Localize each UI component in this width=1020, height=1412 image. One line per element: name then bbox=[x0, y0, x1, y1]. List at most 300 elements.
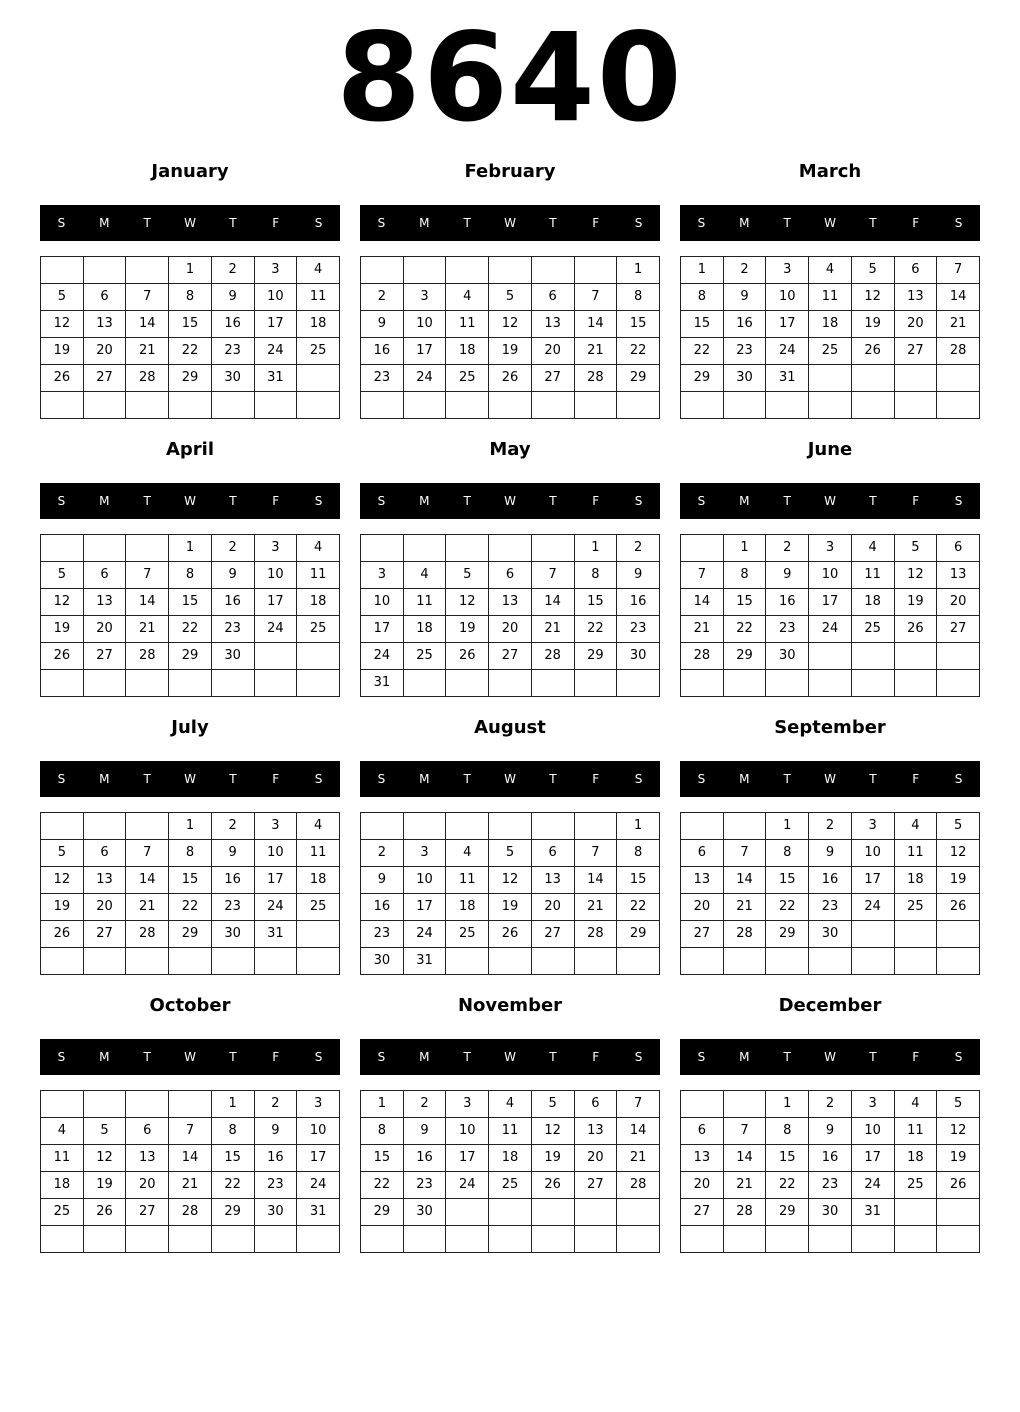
day-cell: 21 bbox=[617, 1145, 660, 1172]
day-cell: 1 bbox=[766, 813, 809, 840]
day-cell bbox=[851, 392, 894, 419]
day-cell bbox=[489, 670, 532, 697]
day-cell: 26 bbox=[489, 921, 532, 948]
weekday-label: W bbox=[824, 494, 836, 508]
week-row bbox=[361, 1199, 660, 1226]
week-row bbox=[681, 670, 980, 697]
week-row bbox=[681, 257, 980, 284]
month-name: October bbox=[149, 995, 231, 1016]
day-cell: 19 bbox=[41, 894, 84, 921]
day-cell: 20 bbox=[531, 894, 574, 921]
weekday-label: F bbox=[272, 216, 280, 230]
day-cell: 12 bbox=[489, 311, 532, 338]
weekday-label: F bbox=[912, 1050, 920, 1064]
day-cell: 21 bbox=[126, 616, 169, 643]
day-cell: 8 bbox=[169, 284, 212, 311]
day-cell: 10 bbox=[809, 562, 852, 589]
day-cell: 23 bbox=[361, 921, 404, 948]
weekday-header bbox=[40, 761, 340, 797]
weekday-label: M bbox=[739, 1050, 750, 1064]
day-cell: 17 bbox=[446, 1145, 489, 1172]
day-cell: 2 bbox=[361, 840, 404, 867]
day-cell: 9 bbox=[254, 1118, 297, 1145]
day-cell bbox=[211, 948, 254, 975]
day-cell: 21 bbox=[723, 1172, 766, 1199]
day-cell: 28 bbox=[126, 365, 169, 392]
month-name: May bbox=[489, 439, 531, 460]
day-cell: 7 bbox=[937, 257, 980, 284]
weekday-label: T bbox=[783, 216, 791, 230]
day-cell bbox=[531, 1226, 574, 1253]
day-cell: 30 bbox=[211, 921, 254, 948]
day-cell: 11 bbox=[894, 840, 937, 867]
day-cell: 9 bbox=[211, 284, 254, 311]
day-cell bbox=[297, 643, 340, 670]
week-row bbox=[361, 535, 660, 562]
day-cell: 12 bbox=[851, 284, 894, 311]
day-cell: 20 bbox=[83, 338, 126, 365]
day-cell: 30 bbox=[766, 643, 809, 670]
weekday-label: S bbox=[377, 1050, 386, 1064]
week-row bbox=[361, 1145, 660, 1172]
day-cell: 7 bbox=[681, 562, 724, 589]
week-row bbox=[361, 589, 660, 616]
day-cell: 29 bbox=[617, 921, 660, 948]
week-row bbox=[681, 1145, 980, 1172]
weekday-label: W bbox=[504, 772, 516, 786]
week-row bbox=[681, 1091, 980, 1118]
day-cell: 15 bbox=[617, 867, 660, 894]
day-cell: 10 bbox=[254, 840, 297, 867]
day-cell: 10 bbox=[766, 284, 809, 311]
weekday-label: W bbox=[504, 494, 516, 508]
day-cell: 25 bbox=[403, 643, 446, 670]
day-cell: 26 bbox=[446, 643, 489, 670]
month-name: February bbox=[464, 161, 556, 182]
day-cell: 14 bbox=[681, 589, 724, 616]
day-cell: 13 bbox=[937, 562, 980, 589]
day-cell bbox=[126, 1091, 169, 1118]
weekday-label: S bbox=[314, 1050, 323, 1064]
day-cell: 16 bbox=[809, 867, 852, 894]
day-cell: 23 bbox=[617, 616, 660, 643]
day-cell bbox=[894, 1226, 937, 1253]
day-cell bbox=[681, 670, 724, 697]
weekday-label: M bbox=[419, 1050, 430, 1064]
day-cell: 27 bbox=[894, 338, 937, 365]
month-name: December bbox=[778, 995, 882, 1016]
week-row bbox=[361, 1172, 660, 1199]
day-cell: 2 bbox=[617, 535, 660, 562]
day-cell: 20 bbox=[531, 338, 574, 365]
day-grid bbox=[680, 1090, 980, 1253]
day-cell bbox=[403, 813, 446, 840]
day-cell: 25 bbox=[894, 894, 937, 921]
day-cell bbox=[211, 670, 254, 697]
weekday-label: S bbox=[314, 216, 323, 230]
day-cell bbox=[937, 1199, 980, 1226]
weekday-label: W bbox=[504, 216, 516, 230]
day-cell: 30 bbox=[254, 1199, 297, 1226]
day-cell: 3 bbox=[851, 813, 894, 840]
day-cell: 17 bbox=[403, 894, 446, 921]
day-cell: 1 bbox=[617, 257, 660, 284]
day-cell bbox=[937, 670, 980, 697]
day-cell: 18 bbox=[297, 311, 340, 338]
day-cell: 3 bbox=[254, 813, 297, 840]
day-cell: 6 bbox=[574, 1091, 617, 1118]
day-cell: 24 bbox=[403, 365, 446, 392]
weekday-label: T bbox=[549, 772, 557, 786]
day-cell bbox=[446, 535, 489, 562]
month-name: September bbox=[774, 717, 886, 738]
day-cell: 5 bbox=[531, 1091, 574, 1118]
day-cell: 17 bbox=[766, 311, 809, 338]
day-cell: 23 bbox=[723, 338, 766, 365]
day-cell: 22 bbox=[169, 338, 212, 365]
day-cell: 29 bbox=[574, 643, 617, 670]
day-grid bbox=[40, 1090, 340, 1253]
day-cell: 10 bbox=[403, 311, 446, 338]
day-cell: 29 bbox=[723, 643, 766, 670]
day-cell bbox=[766, 1226, 809, 1253]
day-cell bbox=[809, 1226, 852, 1253]
day-cell bbox=[681, 1091, 724, 1118]
day-cell: 29 bbox=[766, 1199, 809, 1226]
day-cell: 13 bbox=[83, 589, 126, 616]
day-cell: 11 bbox=[403, 589, 446, 616]
weekday-label: M bbox=[99, 1050, 110, 1064]
day-cell: 23 bbox=[403, 1172, 446, 1199]
day-cell: 9 bbox=[723, 284, 766, 311]
day-cell bbox=[361, 813, 404, 840]
week-row bbox=[41, 392, 340, 419]
day-cell: 15 bbox=[723, 589, 766, 616]
day-cell bbox=[574, 257, 617, 284]
day-cell: 1 bbox=[723, 535, 766, 562]
day-cell: 23 bbox=[809, 894, 852, 921]
day-cell bbox=[723, 813, 766, 840]
weekday-label: T bbox=[229, 494, 237, 508]
weekday-header bbox=[360, 483, 660, 519]
weekday-label: S bbox=[57, 772, 66, 786]
day-cell: 25 bbox=[809, 338, 852, 365]
weekday-label: F bbox=[592, 772, 600, 786]
day-cell: 6 bbox=[937, 535, 980, 562]
week-row bbox=[361, 616, 660, 643]
day-cell: 15 bbox=[169, 867, 212, 894]
day-cell bbox=[766, 948, 809, 975]
day-cell: 24 bbox=[297, 1172, 340, 1199]
day-cell: 10 bbox=[254, 284, 297, 311]
day-cell: 26 bbox=[83, 1199, 126, 1226]
day-cell: 24 bbox=[766, 338, 809, 365]
day-cell: 11 bbox=[297, 562, 340, 589]
day-cell: 7 bbox=[126, 284, 169, 311]
weekday-label: W bbox=[824, 1050, 836, 1064]
day-cell: 20 bbox=[681, 1172, 724, 1199]
weekday-label: S bbox=[634, 1050, 643, 1064]
day-cell: 3 bbox=[254, 257, 297, 284]
day-cell bbox=[403, 1226, 446, 1253]
day-cell: 4 bbox=[41, 1118, 84, 1145]
day-cell bbox=[574, 392, 617, 419]
day-grid bbox=[40, 812, 340, 975]
day-cell: 21 bbox=[126, 338, 169, 365]
weekday-label: M bbox=[99, 216, 110, 230]
day-cell: 26 bbox=[41, 921, 84, 948]
day-cell: 28 bbox=[617, 1172, 660, 1199]
day-cell: 17 bbox=[851, 1145, 894, 1172]
day-cell bbox=[126, 257, 169, 284]
day-cell: 3 bbox=[361, 562, 404, 589]
day-cell: 18 bbox=[297, 589, 340, 616]
day-cell: 3 bbox=[254, 535, 297, 562]
day-cell bbox=[766, 392, 809, 419]
day-cell: 27 bbox=[83, 921, 126, 948]
day-cell: 26 bbox=[894, 616, 937, 643]
day-cell: 11 bbox=[894, 1118, 937, 1145]
day-cell: 10 bbox=[851, 1118, 894, 1145]
day-cell bbox=[894, 1199, 937, 1226]
day-cell: 22 bbox=[617, 338, 660, 365]
day-cell: 21 bbox=[723, 894, 766, 921]
day-cell: 25 bbox=[297, 894, 340, 921]
week-row bbox=[361, 257, 660, 284]
day-cell: 11 bbox=[851, 562, 894, 589]
day-cell: 19 bbox=[489, 338, 532, 365]
week-row bbox=[41, 867, 340, 894]
week-row bbox=[41, 589, 340, 616]
day-cell: 1 bbox=[361, 1091, 404, 1118]
day-cell bbox=[446, 1199, 489, 1226]
week-row bbox=[361, 284, 660, 311]
day-cell: 27 bbox=[126, 1199, 169, 1226]
day-cell: 5 bbox=[937, 1091, 980, 1118]
weekday-header bbox=[360, 761, 660, 797]
month-name: November bbox=[457, 995, 563, 1016]
week-row bbox=[361, 311, 660, 338]
day-cell: 21 bbox=[574, 338, 617, 365]
week-row bbox=[41, 1172, 340, 1199]
day-cell: 11 bbox=[446, 867, 489, 894]
day-cell: 2 bbox=[254, 1091, 297, 1118]
day-cell: 30 bbox=[723, 365, 766, 392]
weekday-label: S bbox=[314, 772, 323, 786]
day-cell: 16 bbox=[723, 311, 766, 338]
weekday-label: S bbox=[377, 216, 386, 230]
day-cell: 6 bbox=[489, 562, 532, 589]
day-cell: 27 bbox=[83, 365, 126, 392]
day-cell bbox=[446, 1226, 489, 1253]
day-cell: 15 bbox=[361, 1145, 404, 1172]
day-cell: 9 bbox=[211, 840, 254, 867]
week-row bbox=[361, 948, 660, 975]
day-cell bbox=[531, 813, 574, 840]
day-cell: 6 bbox=[83, 562, 126, 589]
weekday-label: W bbox=[824, 216, 836, 230]
day-cell: 25 bbox=[446, 365, 489, 392]
day-cell bbox=[809, 670, 852, 697]
day-cell bbox=[126, 392, 169, 419]
day-cell: 20 bbox=[83, 894, 126, 921]
day-cell: 26 bbox=[851, 338, 894, 365]
day-cell: 14 bbox=[617, 1118, 660, 1145]
day-cell: 17 bbox=[809, 589, 852, 616]
day-cell: 14 bbox=[531, 589, 574, 616]
weekday-label: T bbox=[869, 216, 877, 230]
day-cell bbox=[894, 921, 937, 948]
day-cell: 23 bbox=[254, 1172, 297, 1199]
day-cell: 12 bbox=[41, 311, 84, 338]
day-cell: 16 bbox=[254, 1145, 297, 1172]
day-cell: 30 bbox=[403, 1199, 446, 1226]
day-cell bbox=[83, 813, 126, 840]
day-cell: 15 bbox=[169, 589, 212, 616]
day-cell: 1 bbox=[169, 257, 212, 284]
week-row bbox=[361, 894, 660, 921]
day-cell: 1 bbox=[574, 535, 617, 562]
day-cell: 21 bbox=[574, 894, 617, 921]
day-cell: 25 bbox=[851, 616, 894, 643]
day-cell bbox=[489, 1226, 532, 1253]
weekday-label: S bbox=[634, 216, 643, 230]
day-cell: 28 bbox=[574, 921, 617, 948]
week-row bbox=[361, 813, 660, 840]
day-cell: 31 bbox=[297, 1199, 340, 1226]
day-cell: 30 bbox=[809, 921, 852, 948]
day-cell: 17 bbox=[297, 1145, 340, 1172]
day-cell: 1 bbox=[681, 257, 724, 284]
week-row bbox=[681, 284, 980, 311]
day-grid bbox=[40, 256, 340, 419]
day-cell: 1 bbox=[169, 813, 212, 840]
day-cell: 30 bbox=[361, 948, 404, 975]
week-row bbox=[41, 1226, 340, 1253]
day-cell: 24 bbox=[809, 616, 852, 643]
day-cell: 19 bbox=[894, 589, 937, 616]
weekday-label: M bbox=[739, 772, 750, 786]
day-cell: 22 bbox=[617, 894, 660, 921]
day-cell: 11 bbox=[489, 1118, 532, 1145]
day-cell: 10 bbox=[851, 840, 894, 867]
day-cell bbox=[403, 392, 446, 419]
day-cell: 26 bbox=[41, 365, 84, 392]
day-cell: 12 bbox=[531, 1118, 574, 1145]
weekday-label: F bbox=[592, 216, 600, 230]
day-cell: 29 bbox=[169, 365, 212, 392]
day-cell bbox=[531, 535, 574, 562]
day-cell: 25 bbox=[446, 921, 489, 948]
week-row bbox=[681, 365, 980, 392]
day-cell: 31 bbox=[361, 670, 404, 697]
day-cell: 19 bbox=[489, 894, 532, 921]
day-cell bbox=[574, 670, 617, 697]
day-cell bbox=[41, 257, 84, 284]
day-cell: 23 bbox=[766, 616, 809, 643]
weekday-label: F bbox=[912, 772, 920, 786]
weekday-header bbox=[680, 205, 980, 241]
day-cell: 19 bbox=[83, 1172, 126, 1199]
day-cell: 18 bbox=[489, 1145, 532, 1172]
day-cell bbox=[83, 1226, 126, 1253]
month-name: April bbox=[165, 439, 215, 460]
day-cell: 13 bbox=[681, 1145, 724, 1172]
day-cell: 10 bbox=[297, 1118, 340, 1145]
month-name: January bbox=[151, 161, 229, 182]
day-cell bbox=[403, 535, 446, 562]
day-cell bbox=[681, 948, 724, 975]
day-cell bbox=[851, 670, 894, 697]
weekday-header bbox=[40, 205, 340, 241]
day-cell bbox=[254, 643, 297, 670]
day-cell bbox=[851, 921, 894, 948]
day-cell bbox=[41, 1226, 84, 1253]
day-cell: 17 bbox=[254, 589, 297, 616]
day-cell bbox=[297, 921, 340, 948]
day-cell bbox=[254, 670, 297, 697]
day-cell: 15 bbox=[169, 311, 212, 338]
day-cell: 3 bbox=[809, 535, 852, 562]
day-cell: 9 bbox=[809, 840, 852, 867]
day-cell: 2 bbox=[211, 535, 254, 562]
day-cell: 7 bbox=[617, 1091, 660, 1118]
week-row bbox=[681, 311, 980, 338]
day-cell: 28 bbox=[126, 921, 169, 948]
day-cell: 31 bbox=[254, 365, 297, 392]
week-row bbox=[681, 562, 980, 589]
day-cell bbox=[681, 813, 724, 840]
day-cell bbox=[489, 535, 532, 562]
day-cell: 5 bbox=[41, 840, 84, 867]
week-row bbox=[361, 1118, 660, 1145]
day-cell: 4 bbox=[297, 257, 340, 284]
weekday-label: M bbox=[739, 216, 750, 230]
day-cell bbox=[254, 392, 297, 419]
weekday-label: F bbox=[272, 772, 280, 786]
month-name: June bbox=[807, 439, 853, 460]
day-cell: 4 bbox=[489, 1091, 532, 1118]
day-cell bbox=[211, 392, 254, 419]
day-cell: 8 bbox=[211, 1118, 254, 1145]
day-cell: 15 bbox=[617, 311, 660, 338]
day-cell: 5 bbox=[489, 840, 532, 867]
day-cell: 8 bbox=[766, 840, 809, 867]
weekday-label: T bbox=[783, 494, 791, 508]
day-cell bbox=[41, 392, 84, 419]
day-cell: 30 bbox=[617, 643, 660, 670]
weekday-label: S bbox=[697, 494, 706, 508]
day-cell: 2 bbox=[361, 284, 404, 311]
day-cell: 21 bbox=[937, 311, 980, 338]
day-cell: 13 bbox=[574, 1118, 617, 1145]
day-cell: 18 bbox=[894, 867, 937, 894]
day-cell bbox=[169, 670, 212, 697]
weekday-label: T bbox=[869, 772, 877, 786]
day-cell: 13 bbox=[83, 311, 126, 338]
day-cell: 9 bbox=[403, 1118, 446, 1145]
day-cell: 14 bbox=[126, 589, 169, 616]
day-cell: 21 bbox=[681, 616, 724, 643]
weekday-label: T bbox=[549, 216, 557, 230]
week-row bbox=[681, 589, 980, 616]
day-cell bbox=[681, 1226, 724, 1253]
weekday-header bbox=[40, 1039, 340, 1075]
day-cell bbox=[361, 392, 404, 419]
week-row bbox=[41, 643, 340, 670]
day-cell: 13 bbox=[83, 867, 126, 894]
weekday-header bbox=[680, 761, 980, 797]
